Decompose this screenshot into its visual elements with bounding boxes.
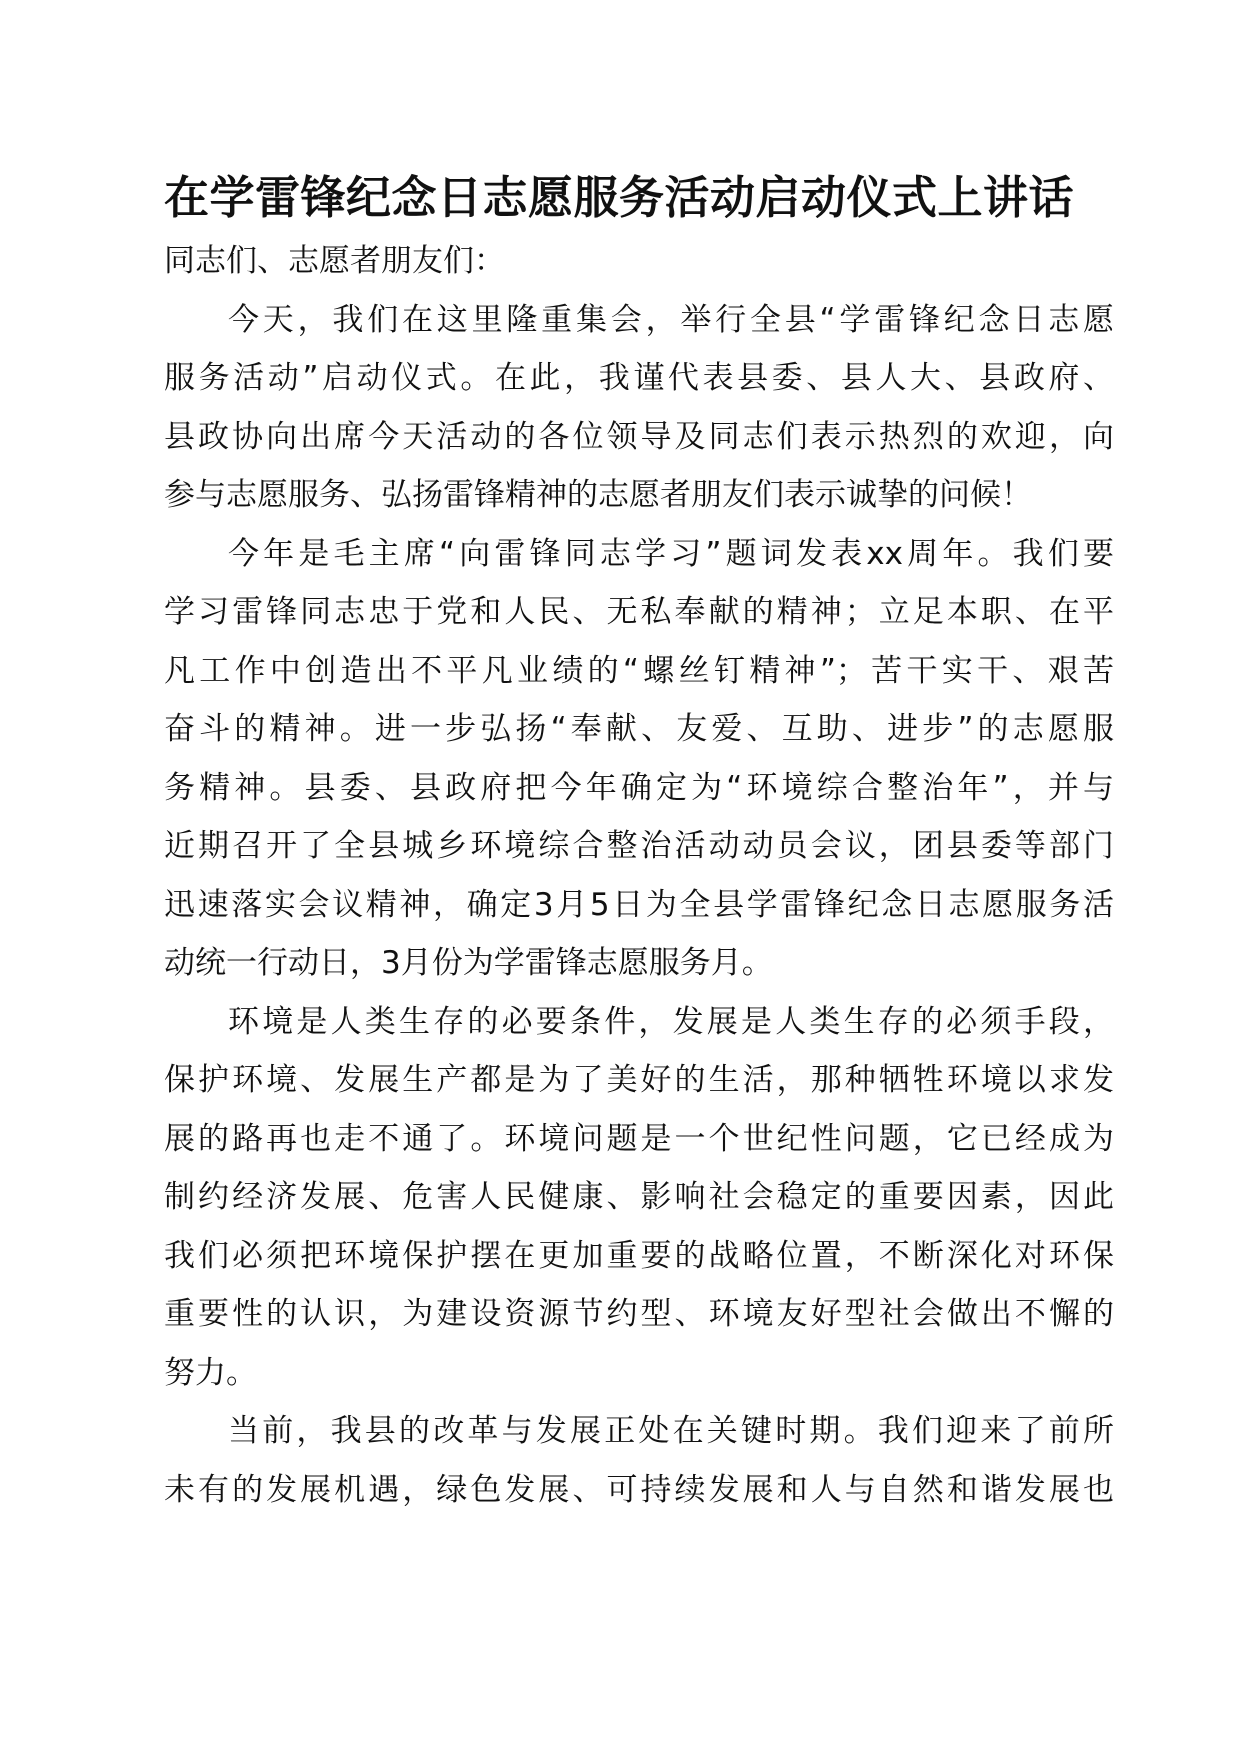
paragraph-line: 迅速落实会议精神，确定3月5日为全县学雷锋纪念日志愿服务活 <box>164 886 1114 923</box>
paragraph-line: 服务活动”启动仪式。在此，我谨代表县委、县人大、县政府、 <box>164 360 1114 396</box>
paragraph-2 <box>164 525 1114 993</box>
salutation: 同志们、志愿者朋友们： <box>164 243 505 279</box>
paragraph-line: 务精神。县委、县政府把今年确定为“环境综合整治年”，并与 <box>164 769 1114 806</box>
paragraph-line: 县政协向出席今天活动的各位领导及同志们表示热烈的欢迎，向 <box>164 418 1114 455</box>
document-title: 在学雷锋纪念日志愿服务活动启动仪式上讲话 <box>164 171 1075 224</box>
paragraph-line: 制约经济发展、危害人民健康、影响社会稳定的重要因素，因此 <box>164 1179 1114 1215</box>
paragraph-line: 保护环境、发展生产都是为了美好的生活，那种牺牲环境以求发 <box>164 1062 1114 1098</box>
paragraph-line: 展的路再也走不通了。环境问题是一个世纪性问题，它已经成为 <box>164 1120 1114 1157</box>
paragraph-line: 参与志愿服务、弘扬雷锋精神的志愿者朋友们表示诚挚的问候！ <box>164 477 1032 513</box>
paragraph-line: 奋斗的精神。进一步弘扬“奉献、友爱、互助、进步”的志愿服 <box>164 711 1114 747</box>
paragraph-4 <box>164 1402 1114 1519</box>
paragraph-line: 动统一行动日，3月份为学雷锋志愿服务月。 <box>164 945 773 981</box>
paragraph-line: 近期召开了全县城乡环境综合整治活动动员会议，团县委等部门 <box>164 828 1114 864</box>
paragraph-line: 今年是毛主席“向雷锋同志学习”题词发表xx周年。我们要 <box>228 535 1114 572</box>
paragraph-line: 努力。 <box>164 1354 257 1391</box>
document-page <box>164 168 1114 1519</box>
paragraph-line: 当前，我县的改革与发展正处在关键时期。我们迎来了前所 <box>228 1413 1114 1449</box>
paragraph-line: 未有的发展机遇，绿色发展、可持续发展和人与自然和谐发展也 <box>164 1471 1114 1508</box>
paragraph-line: 我们必须把环境保护摆在更加重要的战略位置，不断深化对环保 <box>164 1237 1114 1274</box>
paragraph-line: 凡工作中创造出不平凡业绩的“螺丝钉精神”；苦干实干、艰苦 <box>164 652 1114 689</box>
paragraph-line: 重要性的认识，为建设资源节约型、环境友好型社会做出不懈的 <box>164 1296 1114 1332</box>
paragraph-line: 环境是人类生存的必要条件，发展是人类生存的必须手段， <box>228 1003 1114 1040</box>
paragraph-3 <box>164 993 1114 1403</box>
paragraph-line: 今天，我们在这里隆重集会，举行全县“学雷锋纪念日志愿 <box>228 301 1114 338</box>
paragraph-line: 学习雷锋同志忠于党和人民、无私奉献的精神；立足本职、在平 <box>164 594 1114 630</box>
paragraph-1 <box>164 291 1114 525</box>
